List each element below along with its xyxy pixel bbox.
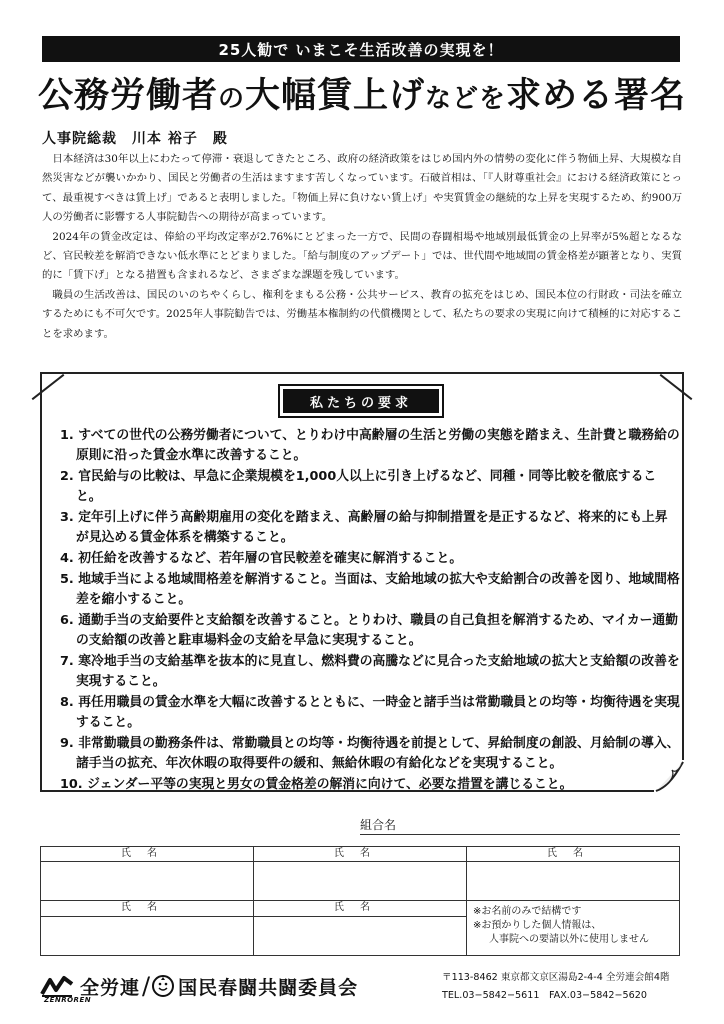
name-field[interactable]: [41, 862, 254, 901]
logo-wordmark: ZENROREN: [44, 996, 92, 1004]
demand-item: 9. 非常勤職員の勤務条件は、常勤職員との均等・均衡待遇を前提として、昇給制度の創設、月給制の導入、諸手当の拡充、年次休暇の取得要件の緩和、無給休暇の有給化などを実現すること。: [60, 736, 680, 771]
addressee: 人事院総裁 川本 裕子 殿: [42, 131, 228, 147]
title-part-5: 求める署名: [506, 75, 687, 116]
intro-paragraph: 職員の生活改善は、国民のいのちやくらし、権利をまもる公務・公共サービス、教育の拡充をはじめ、国民本位の行財政・司法を確立するためにも不可欠です。2025年人事院勧告では、労働基本権制約の代償機関として、私たちの要求の実現に向けて積極的に対応することを求めます。: [42, 288, 682, 340]
demand-item: 5. 地域手当による地域間格差を解消すること。当面は、支給地域の拡大や支給割合の改善を図り、地域間格差を縮小すること。: [60, 572, 680, 607]
union-name-field[interactable]: [360, 834, 680, 835]
note-line: ※お名前のみで結構です: [473, 906, 582, 918]
footer-contact: [442, 969, 670, 1005]
demand-item: 8. 再任用職員の賃金水準を大幅に改善するとともに、一時金と諸手当は常勤職員との均等・均衡待遇を実現すること。: [60, 695, 680, 730]
intro-text: [42, 150, 682, 344]
document-title: [22, 68, 702, 118]
footer-phone-fax: TEL.03−5842−5611 FAX.03−5842−5620: [442, 990, 647, 1001]
title-part-1: 公務労働者: [37, 75, 218, 116]
title-part-3: 大幅賃上げ: [244, 75, 425, 116]
name-field[interactable]: [254, 916, 467, 955]
note-line: ※お預かりした個人情報は、: [473, 920, 602, 932]
name-field[interactable]: [254, 862, 467, 901]
name-header: 氏名: [254, 901, 467, 916]
name-header: 氏名: [467, 847, 680, 862]
demands-list: [60, 426, 680, 796]
intro-paragraph: 日本経済は30年以上にわたって停滞・衰退してきたところ、政府の経済政策をはじめ国内外の情勢の変化に伴う物価上昇、大規模な自然災害などが襲いかかり、国民と労働者の生活はますます苦しくなっています。石破首相は、「『人財尊重社会』における経済政策にとって、最重視すべきは賃上げ」であると表明しました。「物価上昇に負けない賃上げ」や実質賃金の継続的な上昇を実現するため、約900万人の労働者に影響する人事院勧告への期待が高まっています。: [42, 153, 682, 224]
demands-header: 私たちの要求: [282, 388, 440, 414]
top-banner: 25人勧で いまこそ生活改善の実現を！: [42, 36, 680, 62]
demand-item: 3. 定年引上げに伴う高齢期雇用の変化を踏まえ、高齢層の給与抑制措置を是正するなど、将来的にも上昇が見込める賃金体系を構築すること。: [60, 510, 668, 545]
footer-address: 〒113-8462 東京都文京区湯島2-4-4 全労連会館4階: [442, 972, 670, 983]
title-part-4: などを: [425, 84, 507, 114]
note-line: 人事院への要請以外に使用しません: [489, 934, 649, 946]
org-name-zenroren: 全労連: [80, 976, 141, 999]
notes-cell: [467, 901, 680, 956]
title-part-2: の: [217, 84, 245, 114]
demand-item: 10. ジェンダー平等の実現と男女の賃金格差の解消に向けて、必要な措置を講じること。: [60, 777, 573, 792]
intro-paragraph: 2024年の賃金改定は、俸給の平均改定率が2.76%にとどまった一方で、民間の春闘相場や地域別最低賃金の上昇率が5%超となるなど、官民較差を解消できない低水準にとどまりました。「給与制度のアップデート」では、世代間や地域間の賃金格差が顕著となり、実質的に「賃下げ」となる措置も含まれるなど、さまざまな課題を残しています。: [42, 230, 682, 282]
name-field[interactable]: [467, 862, 680, 901]
demand-item: 1. すべての世代の公務労働者について、とりわけ中高齢層の生活と労働の実態を踏まえ、生計費と職務給の原則に沿った賃金水準に改善すること。: [60, 428, 680, 463]
demand-item: 4. 初任給を改善するなど、若年層の官民較差を確実に解消すること。: [60, 551, 463, 566]
signature-table: [40, 846, 680, 956]
org-separator: /: [142, 972, 151, 1000]
page-curl-icon: [654, 760, 684, 792]
zenroren-logo-icon: [40, 974, 74, 998]
name-header: 氏名: [254, 847, 467, 862]
demand-item: 2. 官民給与の比較は、早急に企業規模を1,000人以上に引き上げるなど、同種・同等比較を徹底すること。: [60, 469, 657, 504]
org-name-kokumin-shunto: 国民春闘共闘委員会: [178, 976, 359, 999]
demand-item: 7. 寒冷地手当の支給基準を抜本的に見直し、燃料費の高騰などに見合った支給地域の拡大と支給額の改善を実現すること。: [60, 654, 680, 689]
union-name-label: 組合名: [360, 818, 397, 832]
child-face-icon: [152, 975, 174, 997]
name-header: 氏名: [41, 901, 254, 916]
name-field[interactable]: [41, 916, 254, 955]
demand-item: 6. 通勤手当の支給要件と支給額を改善すること。とりわけ、職員の自己負担を解消するため、マイカー通勤の支給額の改善と駐車場料金の支給を早急に実現すること。: [60, 613, 679, 648]
name-header: 氏名: [41, 847, 254, 862]
